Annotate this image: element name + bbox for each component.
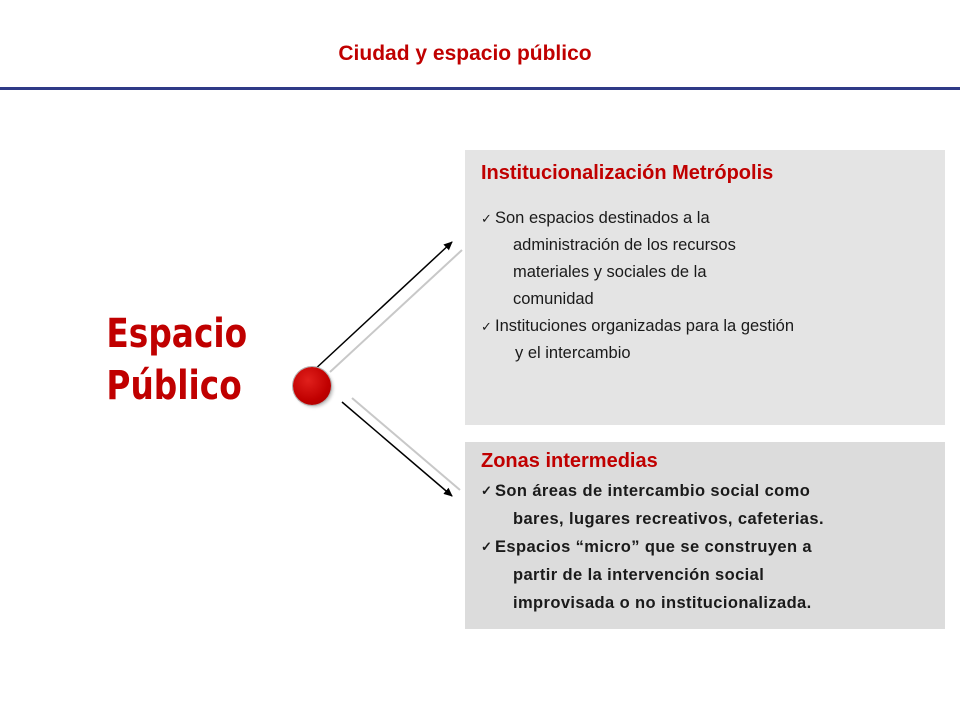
bullet-line: materiales y sociales de la — [513, 263, 707, 281]
box1-bullet-1 — [481, 205, 929, 313]
center-node-dot — [293, 367, 331, 405]
arrow-to-box1-shadow — [330, 250, 462, 372]
bullet-line: Instituciones organizadas para la gestión — [495, 317, 795, 335]
arrow-to-box2 — [342, 402, 452, 496]
main-label-line-2: Público — [106, 363, 242, 409]
check-icon: ✓ — [481, 539, 493, 554]
bullet-line: administración de los recursos — [513, 236, 736, 254]
page-title: Ciudad y espacio público — [338, 42, 592, 65]
arrow-to-box1 — [312, 242, 452, 372]
box2-bullet-2 — [481, 533, 929, 617]
institucionalizacion-box — [465, 150, 945, 425]
box2-bullet-1 — [481, 477, 929, 533]
bullet-line: Espacios “micro” que se construyen a — [495, 538, 813, 556]
box1-bullet-2 — [481, 313, 929, 367]
box1-heading: Institucionalización Metrópolis — [481, 162, 774, 184]
arrow-to-box2-shadow — [352, 398, 460, 490]
bullet-line: partir de la intervención social — [513, 566, 765, 584]
check-icon: ✓ — [481, 211, 492, 226]
bullet-line: y el intercambio — [515, 344, 631, 362]
bullet-line: bares, lugares recreativos, cafeterias. — [513, 510, 824, 528]
bullet-line: Son áreas de intercambio social como — [495, 482, 811, 500]
box2-heading: Zonas intermedias — [481, 450, 658, 472]
bullet-line: improvisada o no institucionalizada. — [513, 594, 812, 612]
main-label-line-1: Espacio — [106, 311, 248, 357]
check-icon: ✓ — [481, 483, 493, 498]
check-icon: ✓ — [481, 319, 492, 334]
bullet-line: Son espacios destinados a la — [495, 209, 710, 227]
zonas-intermedias-box — [465, 442, 945, 629]
bullet-line: comunidad — [513, 290, 594, 308]
